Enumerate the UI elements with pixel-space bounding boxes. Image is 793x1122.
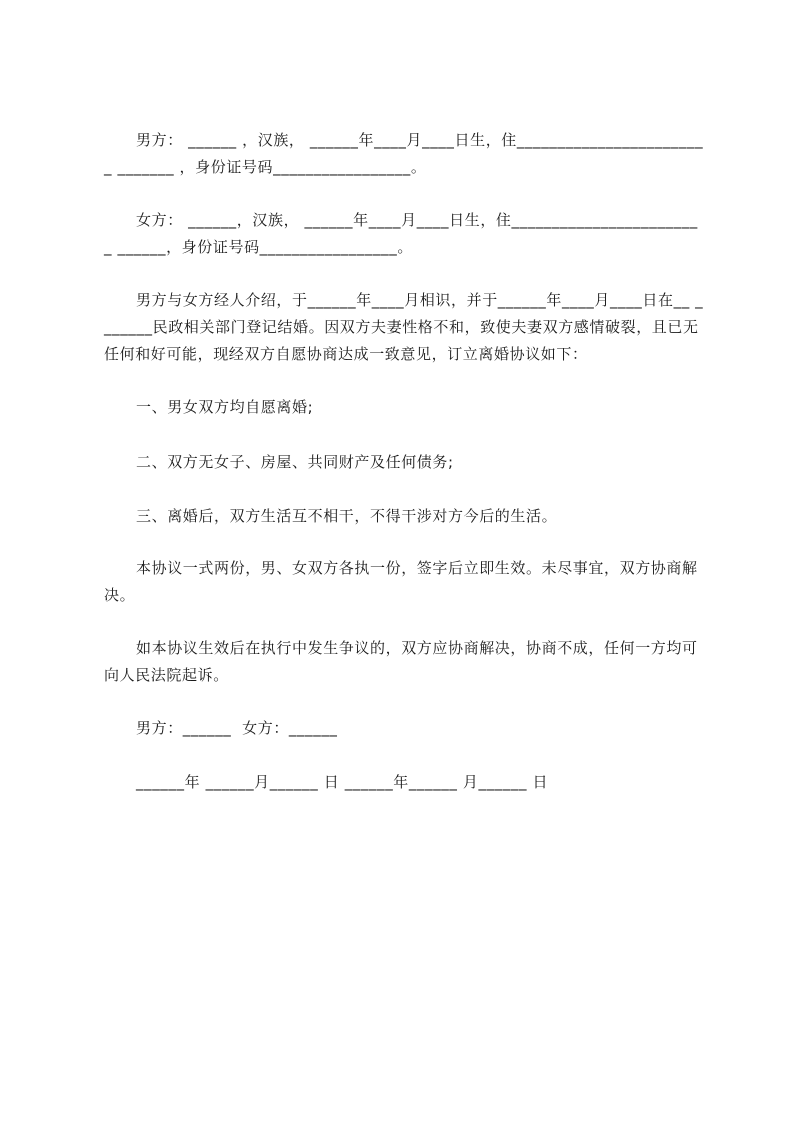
signature-line: 男方：______ 女方：______ xyxy=(136,719,338,737)
dispute-clause: 如本协议生效后在执行中发生争议的，双方应协商解决，协商不成，任何一方均可向人民法院起诉。 xyxy=(104,639,698,684)
marriage-background-paragraph: 男方与女方经人介绍，于______年____月相识，并于______年____月____日在__ _______民政相关部门登记结婚。因双方夫妻性格不和，致使夫妻双方感情破裂，且已无任何和好可能，现经双方自愿协商达成一致意见，订立离婚协议如下： xyxy=(104,291,704,363)
male-party-info: 男方： ______ ，汉族， ______年____月____日生，住________________________ _______ ，身份证号码_________________。 xyxy=(104,131,704,176)
clause-3: 三、离婚后，双方生活互不相干，不得干涉对方今后的生活。 xyxy=(136,507,558,525)
female-party-info: 女方： ______，汉族， ______年____月____日生，住________________________ ______，身份证号码_________________。 xyxy=(104,211,698,256)
date-line: ______年 ______月______ 日 ______年______ 月______ 日 xyxy=(136,773,549,791)
clause-2: 二、双方无女子、房屋、共同财产及任何债务; xyxy=(136,453,454,471)
copies-clause: 本协议一式两份，男、女双方各执一份，签字后立即生效。未尽事宜，双方协商解决。 xyxy=(104,559,698,604)
clause-1: 一、男女双方均自愿离婚; xyxy=(136,398,314,416)
